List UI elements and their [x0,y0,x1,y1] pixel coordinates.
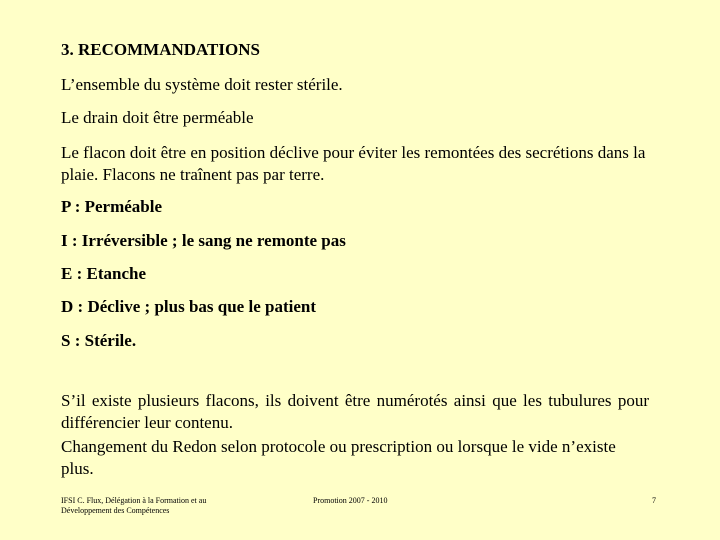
mnemonic-p: P : Perméable [61,197,163,216]
numbering-paragraph: S’il existe plusieurs flacons, ils doivent être numérotés ainsi que les tubulures pour différencier leur contenu. [61,391,649,432]
sterile-system-line: L’ensemble du système doit rester stérile. [61,75,343,94]
slide-heading: 3. RECOMMANDATIONS [61,40,260,59]
change-paragraph: Changement du Redon selon protocole ou prescription ou lorsque le vide n’existe plus. [61,437,616,478]
mnemonic-i: I : Irréversible ; le sang ne remonte pas [61,231,346,250]
footer-promotion: Promotion 2007 - 2010 [313,496,388,505]
drain-line: Le drain doit être perméable [61,108,254,127]
flacon-paragraph: Le flacon doit être en position déclive pour éviter les remontées des secrétions dans la plaie. Flacons ne traînent pas par terre. [61,143,646,184]
mnemonic-s: S : Stérile. [61,331,137,350]
mnemonic-e: E : Etanche [61,264,146,283]
mnemonic-d: D : Déclive ; plus bas que le patient [61,297,316,316]
footer-page-number: 7 [652,496,656,505]
footer-institution: IFSI C. Flux, Délégation à la Formation et au Développement des Compétences [61,496,207,515]
